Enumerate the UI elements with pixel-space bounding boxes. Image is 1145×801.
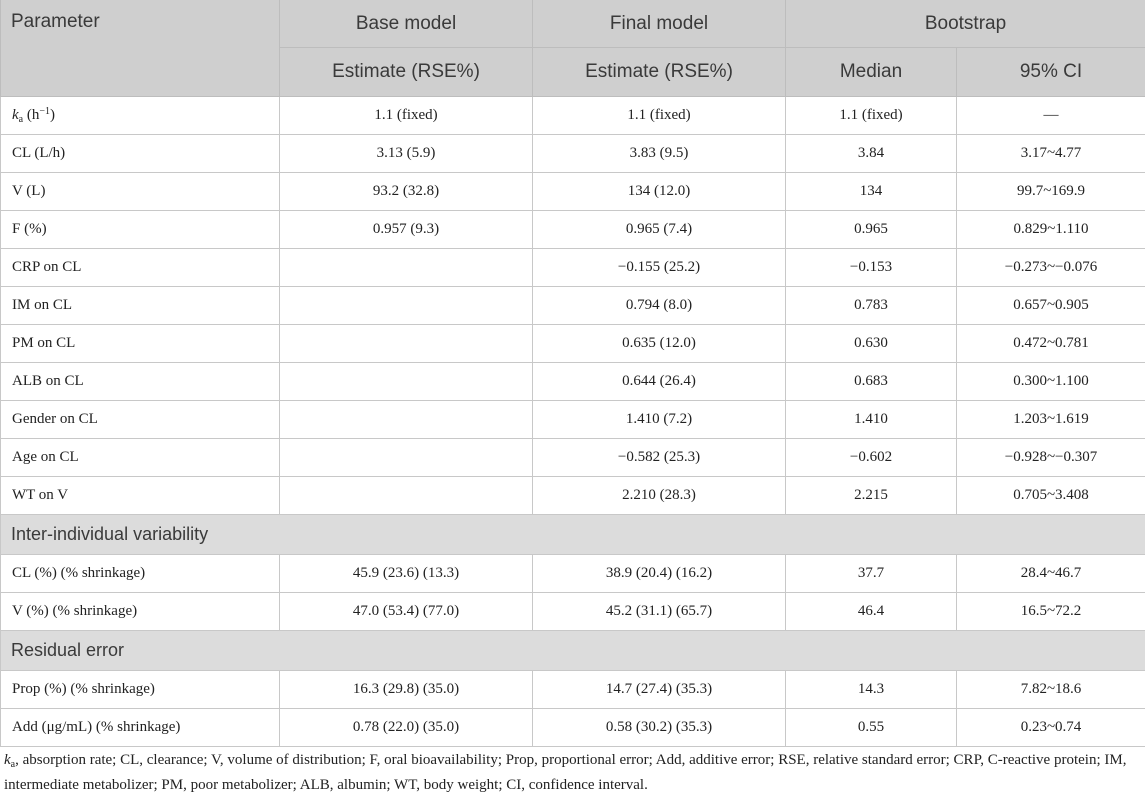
param: Prop (%) (% shrinkage) <box>1 671 280 709</box>
footnote: $k_a$, absorption rate; CL, clearance; V, volume of distribution; F, oral bioavailability; Prop, proportional error; Add, additive error; RSE, relative standard error; CRP, C-reactive protein; IM, intermediate metabolizer; PM, poor metabolizer; ALB, albumin; WT, body weight; CI, confidence interval. <box>4 752 1127 793</box>
cell-median: 0.630 <box>786 325 957 363</box>
cell-ci: 0.829~1.110 <box>957 211 1145 249</box>
table-row-ka <box>1 97 1145 135</box>
cell-final: 0.58 (30.2) (35.3) <box>533 709 786 747</box>
cell-base <box>280 363 533 401</box>
header-ci: 95% CI <box>957 48 1145 97</box>
cell-base: 0.957 (9.3) <box>280 211 533 249</box>
cell-ci: — <box>957 97 1145 135</box>
table-row <box>1 671 1145 709</box>
cell-final: −0.155 (25.2) <box>533 249 786 287</box>
cell-final: 1.410 (7.2) <box>533 401 786 439</box>
cell-median: 0.783 <box>786 287 957 325</box>
cell-ci: 99.7~169.9 <box>957 173 1145 211</box>
cell-base: 16.3 (29.8) (35.0) <box>280 671 533 709</box>
cell-ci: 16.5~72.2 <box>957 593 1145 631</box>
cell-median: 1.410 <box>786 401 957 439</box>
header-base-model: Base model <box>280 0 533 48</box>
cell-median: 37.7 <box>786 555 957 593</box>
cell-base: 47.0 (53.4) (77.0) <box>280 593 533 631</box>
cell-median: 134 <box>786 173 957 211</box>
cell-median: 2.215 <box>786 477 957 515</box>
cell-ci: 3.17~4.77 <box>957 135 1145 173</box>
param: Add (μg/mL) (% shrinkage) <box>1 709 280 747</box>
header-median: Median <box>786 48 957 97</box>
table-row <box>1 249 1145 287</box>
cell-base <box>280 439 533 477</box>
header-estimate-final: Estimate (RSE%) <box>533 48 786 97</box>
cell-base: 0.78 (22.0) (35.0) <box>280 709 533 747</box>
param-ka: $k_a$ $(h^{-1})$ <box>1 97 280 135</box>
cell-final: 0.794 (8.0) <box>533 287 786 325</box>
cell-final: 45.2 (31.1) (65.7) <box>533 593 786 631</box>
cell-base <box>280 401 533 439</box>
cell-final: −0.582 (25.3) <box>533 439 786 477</box>
table-row <box>1 363 1145 401</box>
cell-median: 0.55 <box>786 709 957 747</box>
cell-ci: 0.657~0.905 <box>957 287 1145 325</box>
param: CL (L/h) <box>1 135 280 173</box>
param: PM on CL <box>1 325 280 363</box>
table-row <box>1 477 1145 515</box>
param: V (L) <box>1 173 280 211</box>
table-row <box>1 173 1145 211</box>
cell-ci: −0.928~−0.307 <box>957 439 1145 477</box>
param: WT on V <box>1 477 280 515</box>
param: IM on CL <box>1 287 280 325</box>
table-row <box>1 211 1145 249</box>
cell-final: 38.9 (20.4) (16.2) <box>533 555 786 593</box>
cell-base: 45.9 (23.6) (13.3) <box>280 555 533 593</box>
table-row <box>1 593 1145 631</box>
cell-ci: 0.300~1.100 <box>957 363 1145 401</box>
cell-final: 2.210 (28.3) <box>533 477 786 515</box>
cell-base <box>280 325 533 363</box>
cell-ci: 0.472~0.781 <box>957 325 1145 363</box>
cell-median: −0.602 <box>786 439 957 477</box>
cell-final: 0.644 (26.4) <box>533 363 786 401</box>
cell-final: 134 (12.0) <box>533 173 786 211</box>
table-row <box>1 135 1145 173</box>
cell-final: 0.635 (12.0) <box>533 325 786 363</box>
cell-median: 14.3 <box>786 671 957 709</box>
cell-final: 0.965 (7.4) <box>533 211 786 249</box>
cell-ci: 1.203~1.619 <box>957 401 1145 439</box>
header-bootstrap: Bootstrap <box>786 0 1145 48</box>
cell-ci: 0.23~0.74 <box>957 709 1145 747</box>
section-residual-error-title: Residual error <box>1 631 1145 671</box>
cell-base <box>280 249 533 287</box>
param: ALB on CL <box>1 363 280 401</box>
param: F (%) <box>1 211 280 249</box>
section-inter-individual-variability <box>1 515 1145 555</box>
param: CRP on CL <box>1 249 280 287</box>
param: CL (%) (% shrinkage) <box>1 555 280 593</box>
cell-median: 0.965 <box>786 211 957 249</box>
param: Age on CL <box>1 439 280 477</box>
param: V (%) (% shrinkage) <box>1 593 280 631</box>
cell-median: 1.1 (fixed) <box>786 97 957 135</box>
param: Gender on CL <box>1 401 280 439</box>
cell-median: −0.153 <box>786 249 957 287</box>
header-final-model: Final model <box>533 0 786 48</box>
cell-ci: 28.4~46.7 <box>957 555 1145 593</box>
cell-median: 46.4 <box>786 593 957 631</box>
cell-base: 1.1 (fixed) <box>280 97 533 135</box>
header-parameter: Parameter <box>1 0 280 97</box>
table-row <box>1 439 1145 477</box>
cell-final: 14.7 (27.4) (35.3) <box>533 671 786 709</box>
cell-ci: 0.705~3.408 <box>957 477 1145 515</box>
cell-final: 1.1 (fixed) <box>533 97 786 135</box>
cell-ci: −0.273~−0.076 <box>957 249 1145 287</box>
cell-base <box>280 477 533 515</box>
cell-base: 93.2 (32.8) <box>280 173 533 211</box>
cell-base: 3.13 (5.9) <box>280 135 533 173</box>
table-row <box>1 555 1145 593</box>
cell-final: 3.83 (9.5) <box>533 135 786 173</box>
section-residual-error <box>1 631 1145 671</box>
cell-median: 3.84 <box>786 135 957 173</box>
table-body <box>1 97 1145 747</box>
header-estimate-base: Estimate (RSE%) <box>280 48 533 97</box>
cell-ci: 7.82~18.6 <box>957 671 1145 709</box>
section-inter-individual-variability-title: Inter-individual variability <box>1 515 1145 555</box>
table-row <box>1 709 1145 747</box>
table-row <box>1 287 1145 325</box>
cell-median: 0.683 <box>786 363 957 401</box>
table-row <box>1 325 1145 363</box>
table-row <box>1 401 1145 439</box>
cell-base <box>280 287 533 325</box>
